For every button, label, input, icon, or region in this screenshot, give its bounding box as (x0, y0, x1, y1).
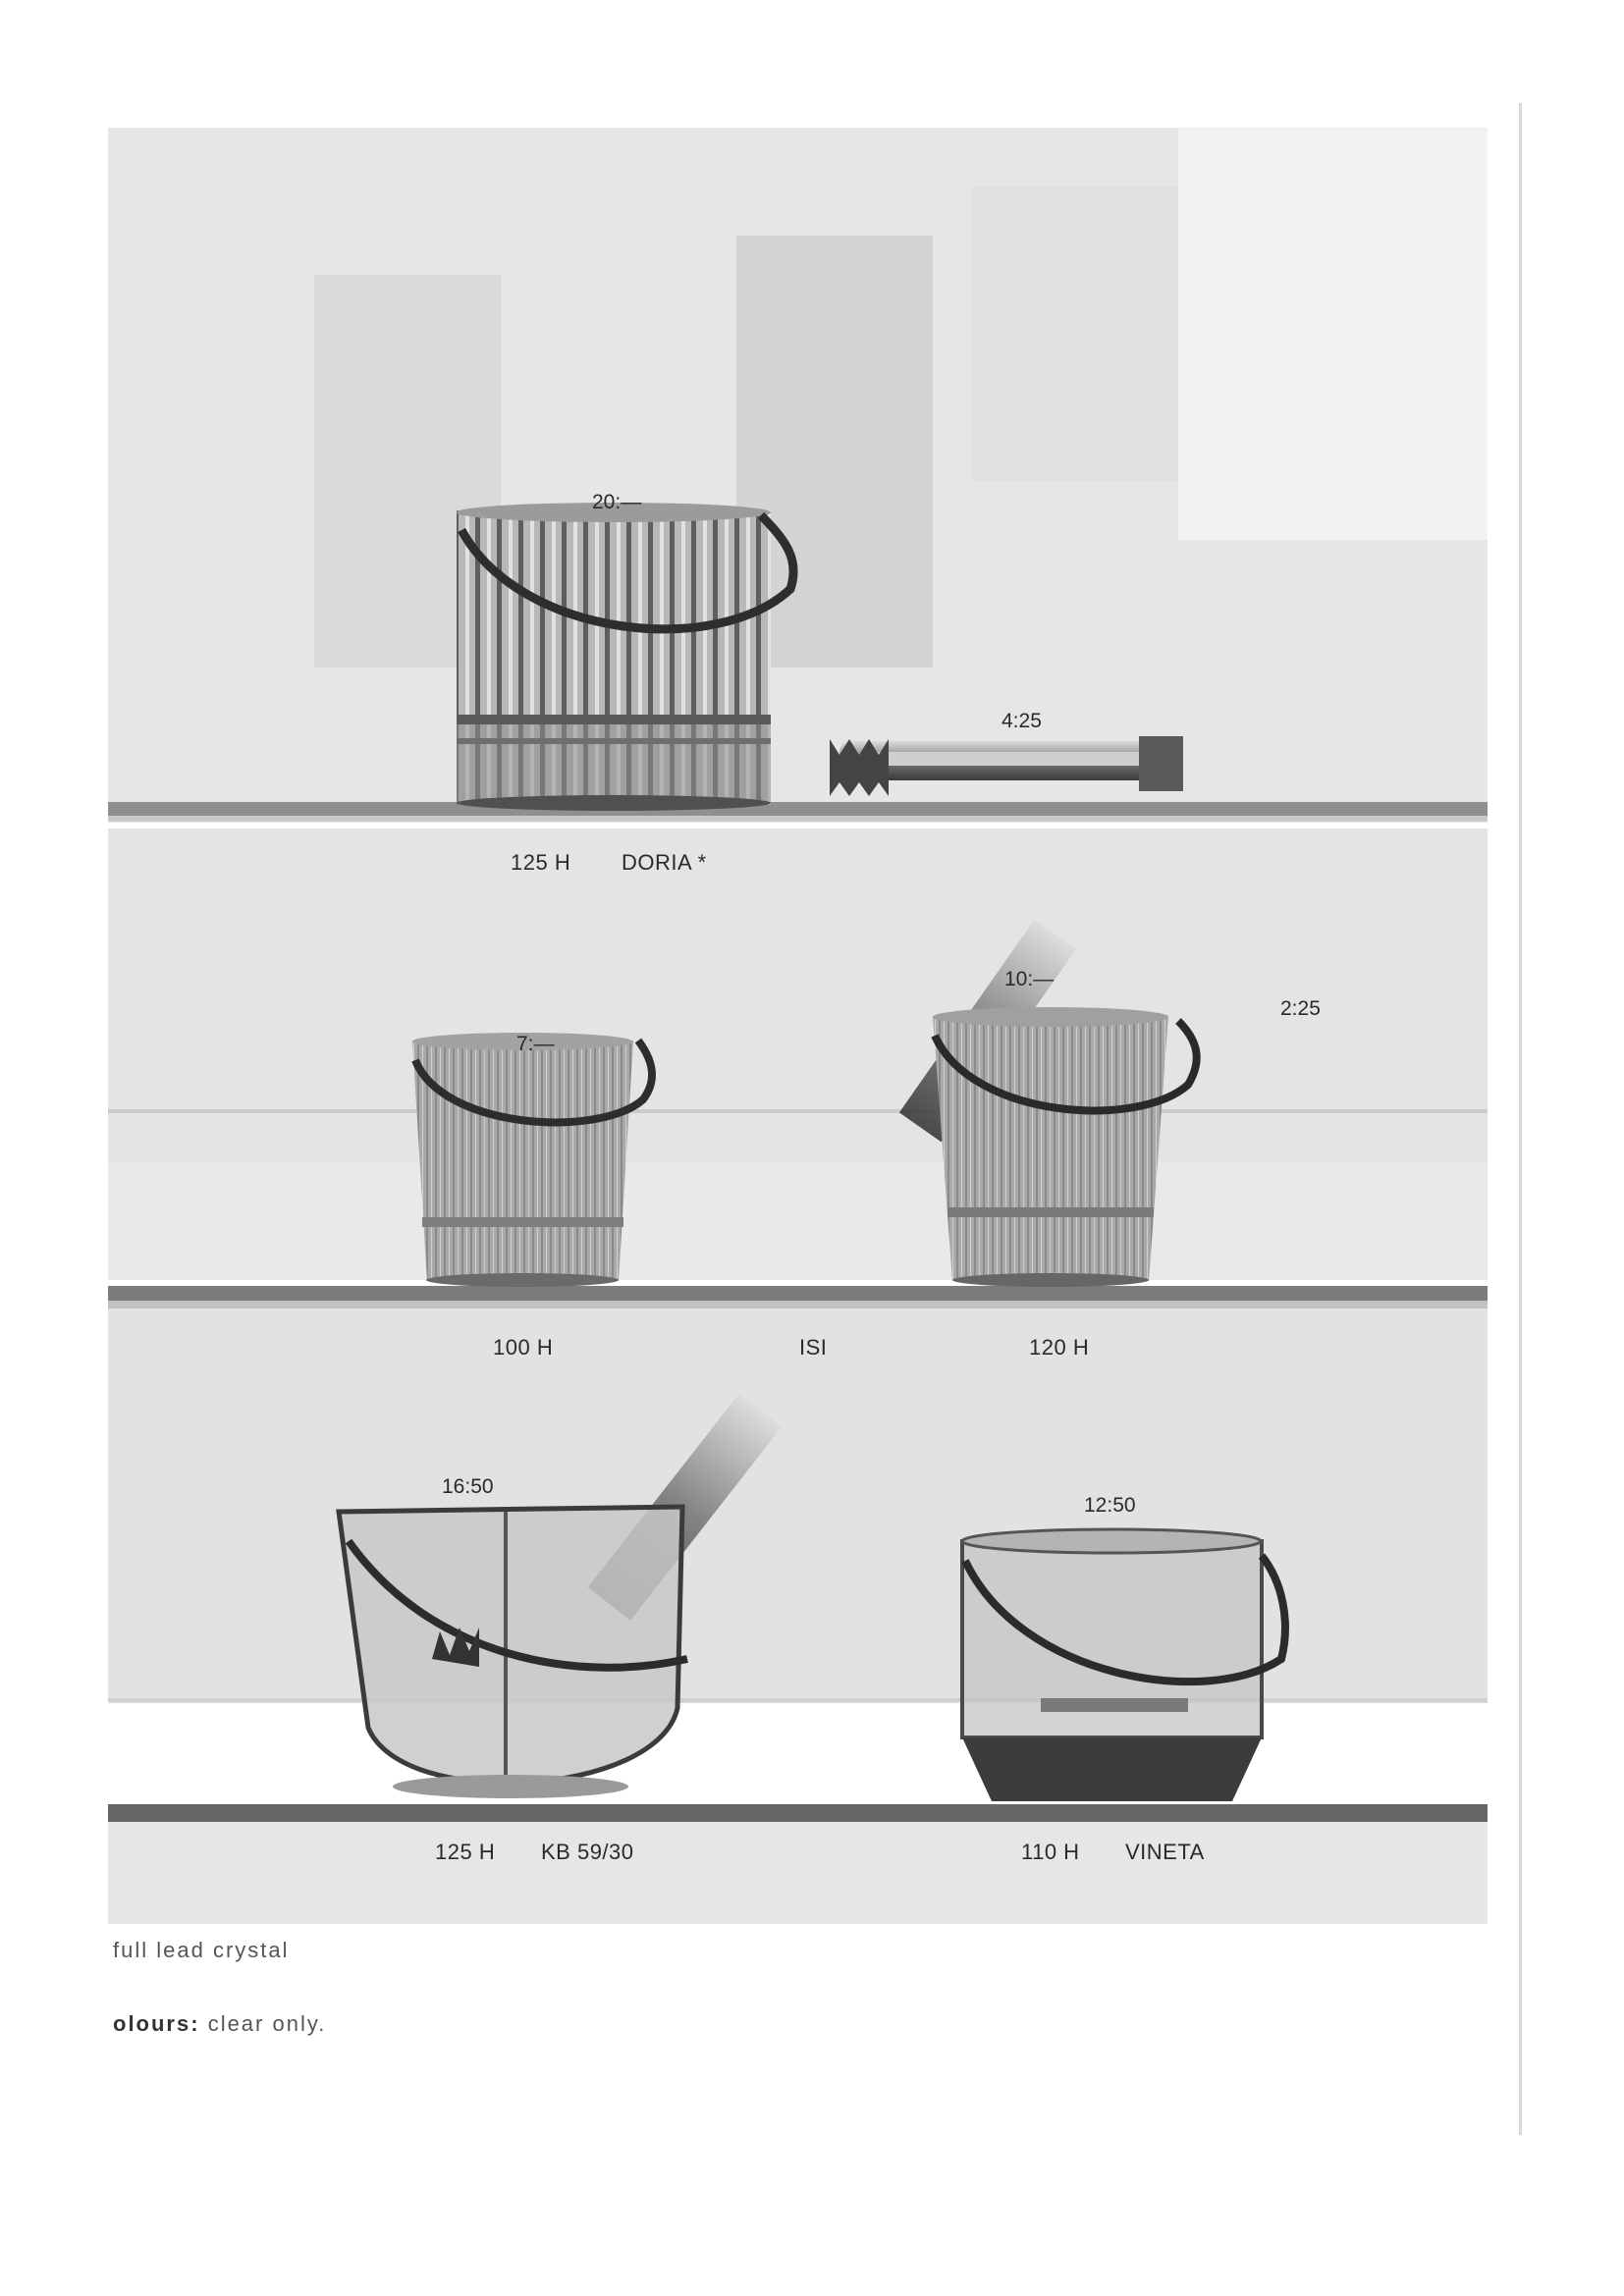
vineta-image (962, 1529, 1285, 1801)
doria-size: 125 H (511, 850, 571, 875)
material-note: full lead crystal (113, 1938, 290, 1962)
shelf-2 (108, 1286, 1488, 1302)
colours-note (113, 2011, 326, 2037)
isi-small-price: 7:— (516, 1033, 555, 1055)
back-shape-3 (972, 187, 1198, 481)
tongs-price-1: 4:25 (1001, 710, 1042, 732)
colours-label: olours: (113, 2011, 200, 2036)
doria-name: DORIA * (622, 850, 707, 875)
kb-59-30-name: KB 59/30 (541, 1840, 634, 1864)
isi-small-image (412, 1033, 652, 1287)
doria-price: 20:— (592, 491, 642, 513)
back-right-bright (1178, 128, 1488, 540)
tongs-price-2: 2:25 (1280, 997, 1321, 1020)
isi-small-size: 100 H (493, 1335, 554, 1360)
vineta-name: VINETA (1125, 1840, 1205, 1864)
isi-large-size: 120 H (1029, 1335, 1090, 1360)
shelf-3 (108, 1804, 1488, 1822)
colours-value: clear only. (207, 2011, 327, 2036)
kb-59-30-price: 16:50 (442, 1475, 494, 1498)
page-edge-line (1519, 103, 1522, 2135)
vineta-price: 12:50 (1084, 1494, 1136, 1517)
vineta-size: 110 H (1021, 1840, 1080, 1864)
isi-large-price: 10:— (1004, 968, 1055, 990)
kb-59-30-size: 125 H (435, 1840, 496, 1864)
doria-bucket-image (457, 503, 793, 811)
catalogue-photo (108, 128, 1488, 1924)
isi-name: ISI (799, 1335, 828, 1360)
